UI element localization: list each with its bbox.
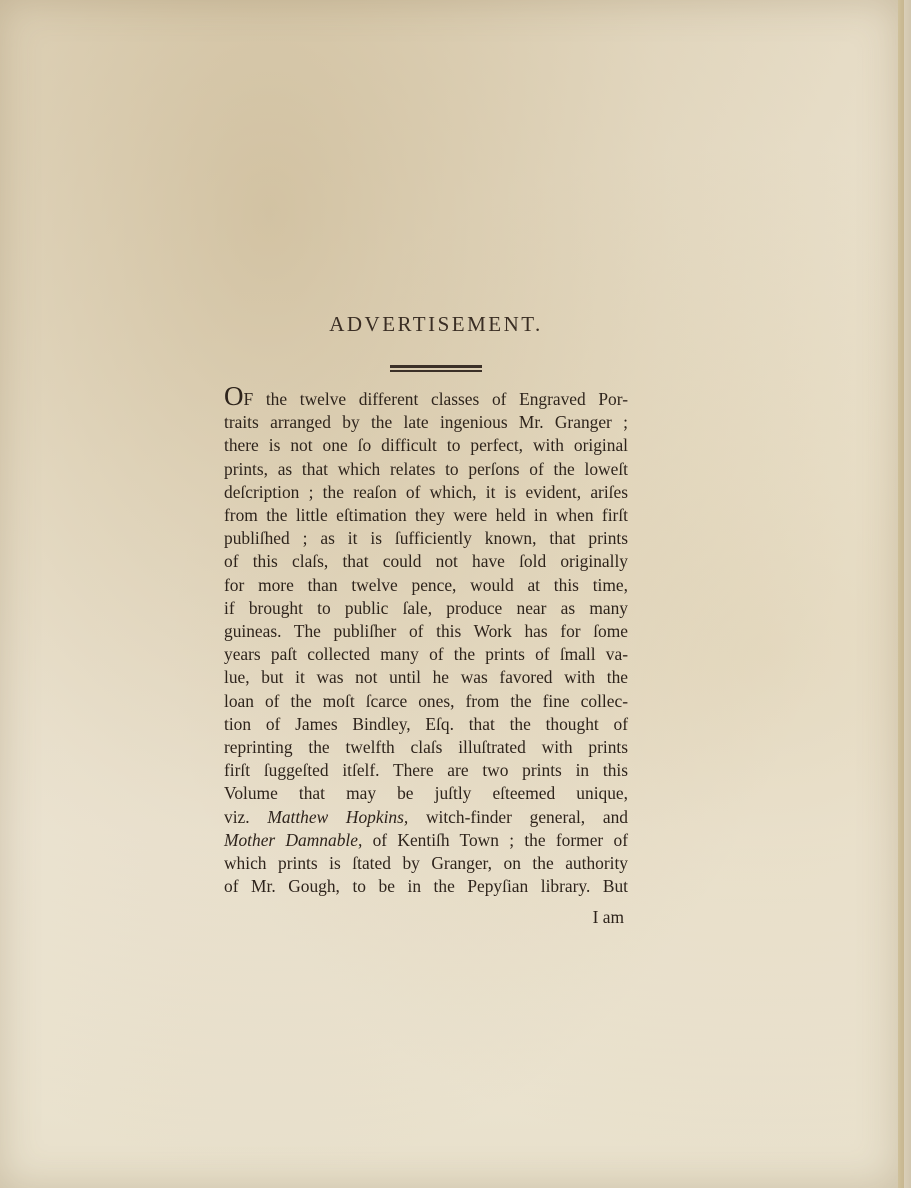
italic-name: Matthew Hopkins,: [267, 806, 409, 827]
catchword: I am: [592, 907, 624, 927]
advertisement-body: [224, 381, 628, 898]
body-line: from the little eſtimation they were held in when firſt: [224, 505, 628, 526]
body-line: traits arranged by the late ingenious Mr. Granger ;: [224, 412, 628, 433]
body-line: if brought to public ſale, produce near as many: [224, 597, 628, 618]
body-line: of Mr. Gough, to be in the Pepyſian library. But: [224, 876, 628, 897]
body-line: guineas. The publiſher of this Work has for ſome: [224, 621, 628, 642]
body-line: years paſt collected many of the prints of ſmall va-: [224, 644, 628, 665]
body-line: lue, but it was not until he was favored with the: [224, 667, 628, 688]
page-title: ADVERTISEMENT.: [329, 312, 543, 336]
page-edge: [898, 0, 911, 1188]
body-line: for more than twelve pence, would at this time,: [224, 574, 628, 595]
body-line: reprinting the twelfth claſs illuſtrated with prints: [224, 737, 628, 758]
drop-cap: O: [224, 381, 244, 411]
title-rule-thin: [390, 370, 482, 372]
body-line: prints, as that which relates to perſons of the loweſt: [224, 458, 628, 479]
body-line: of this claſs, that could not have ſold originally: [224, 551, 628, 572]
body-line: deſcription ; the reaſon of which, it is evident, ariſes: [224, 481, 628, 502]
body-line: firſt ſuggeſted itſelf. There are two prints in this: [224, 760, 628, 781]
body-line: tion of James Bindley, Eſq. that the thought of: [224, 713, 628, 734]
body-line: viz. Matthew Hopkins, witch-finder general, and: [224, 806, 628, 827]
title-rule-thick: [390, 365, 482, 368]
body-line: Volume that may be juſtly eſteemed unique,: [224, 783, 628, 804]
body-line: loan of the moſt ſcarce ones, from the fine collec-: [224, 690, 628, 711]
body-line: Mother Damnable, of Kentiſh Town ; the former of: [224, 829, 628, 850]
body-line: OF the twelve different classes of Engraved Por-: [224, 381, 628, 411]
body-line: there is not one ſo difficult to perfect, with original: [224, 435, 628, 456]
italic-name: Mother Damnable,: [224, 829, 363, 850]
body-line: publiſhed ; as it is ſufficiently known, that prints: [224, 528, 628, 549]
body-line: which prints is ſtated by Granger, on the authority: [224, 853, 628, 874]
